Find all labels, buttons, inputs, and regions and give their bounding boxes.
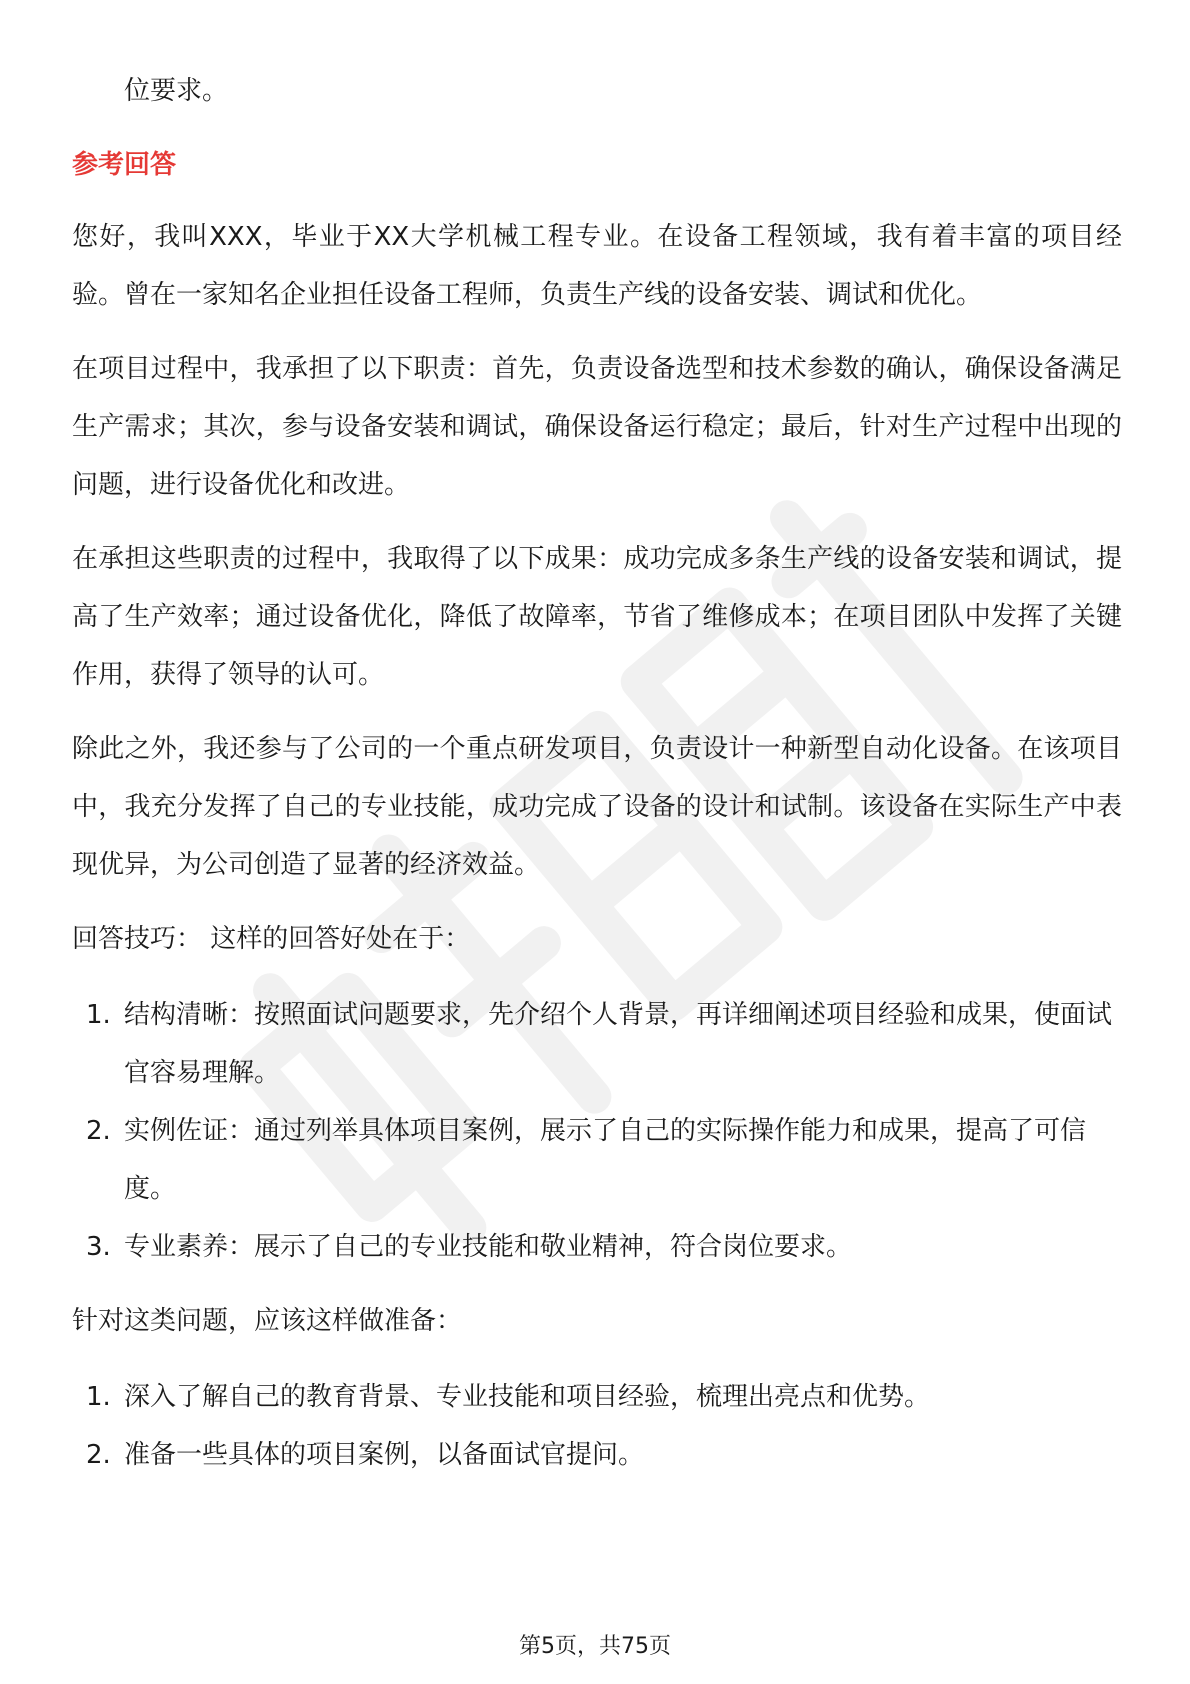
list-number: 2. <box>86 1116 111 1146</box>
list-number: 3. <box>86 1232 111 1262</box>
list-item <box>72 986 1122 1102</box>
page-footer: 第5页，共75页 <box>519 1634 671 1659</box>
prep-intro: 针对这类问题，应该这样做准备： <box>72 1306 463 1336</box>
paragraph-responsibilities: 在项目过程中，我承担了以下职责：首先，负责设备选型和技术参数的确认，确保设备满足生产需求；其次，参与设备安装和调试，确保设备运行稳定；最后，针对生产过程中出现的问题，进行设备优化和改进。 <box>72 354 1122 500</box>
continued-text: 位要求。 <box>124 76 229 106</box>
list-text: 准备一些具体的项目案例，以备面试官提问。 <box>124 1440 645 1470</box>
list-number: 1. <box>86 1000 111 1030</box>
list-text: 专业素养：展示了自己的专业技能和敬业精神，符合岗位要求。 <box>124 1232 853 1262</box>
list-number: 1. <box>86 1382 111 1412</box>
list-number: 2. <box>86 1440 111 1470</box>
list-text: 结构清晰：按照面试问题要求，先介绍个人背景，再详细阐述项目经验和成果，使面试官容易理解。 <box>124 1000 1113 1088</box>
list-text: 实例佐证：通过列举具体项目案例，展示了自己的实际操作能力和成果，提高了可信度。 <box>124 1116 1087 1204</box>
list-text: 深入了解自己的教育背景、专业技能和项目经验，梳理出亮点和优势。 <box>124 1382 931 1412</box>
list-item <box>72 1102 1122 1218</box>
page-content <box>72 62 1122 1484</box>
section-heading: 参考回答 <box>72 150 177 180</box>
paragraph-intro: 您好，我叫XXX，毕业于XX大学机械工程专业。在设备工程领域，我有着丰富的项目经验。曾在一家知名企业担任设备工程师，负责生产线的设备安装、调试和优化。 <box>72 222 1122 310</box>
paragraph-rd-project: 除此之外，我还参与了公司的一个重点研发项目，负责设计一种新型自动化设备。在该项目中，我充分发挥了自己的专业技能，成功完成了设备的设计和试制。该设备在实际生产中表现优异，为公司创造了显著的经济效益。 <box>72 734 1122 880</box>
list-item <box>72 1426 1122 1484</box>
list-item <box>72 1218 1122 1276</box>
prep-list <box>72 1368 1122 1484</box>
list-item <box>72 1368 1122 1426</box>
tips-list <box>72 986 1122 1276</box>
tips-intro: 回答技巧： 这样的回答好处在于： <box>72 924 471 954</box>
paragraph-achievements: 在承担这些职责的过程中，我取得了以下成果：成功完成多条生产线的设备安装和调试，提高了生产效率；通过设备优化，降低了故障率，节省了维修成本；在项目团队中发挥了关键作用，获得了领导的认可。 <box>72 544 1122 690</box>
